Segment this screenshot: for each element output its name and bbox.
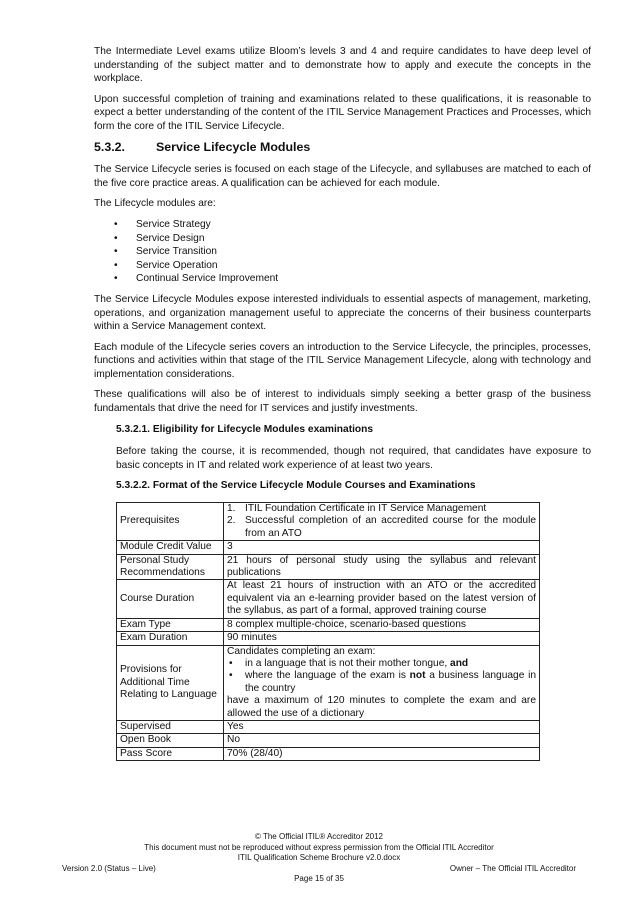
table-row (117, 580, 540, 618)
footer-version: Version 2.0 (Status – Live) (62, 863, 156, 873)
duration-label: Course Duration (117, 580, 224, 618)
list-item: • Service Strategy (114, 218, 591, 232)
table-row (117, 618, 540, 631)
section-paragraph-1: The Service Lifecycle series is focused on each stage of the Lifecycle, and syllabuses are matched to each of the five core practice areas. A qualification can be achieved for each module. (94, 164, 591, 189)
table-row (117, 645, 540, 720)
section-paragraph-3: The Service Lifecycle Modules expose interested individuals to essential aspects of management, marketing, operations, and organization management useful to appreciate the concerns of their business counterparts within a Service Management context. (94, 293, 591, 333)
table-row (117, 554, 540, 580)
footer-version-row (0, 864, 638, 875)
list-item: • Service Operation (114, 259, 591, 273)
section-number: 5.3.2. (94, 139, 126, 154)
exam-type-label: Exam Type (117, 618, 224, 631)
table-row (117, 734, 540, 747)
provisions-intro: Candidates completing an exam: (227, 645, 376, 657)
pass-score-label: Pass Score (117, 747, 224, 760)
table-row (117, 747, 540, 760)
page-body (94, 45, 591, 761)
table-row (117, 541, 540, 554)
format-table (116, 502, 540, 761)
study-value: 21 hours of personal study using the syllabus and relevant publications (224, 554, 540, 580)
pass-score-value: 70% (28/40) (224, 747, 540, 760)
credit-value: 3 (224, 541, 540, 554)
list-item: • Service Transition (114, 245, 591, 259)
exam-type-value: 8 complex multiple-choice, scenario-based questions (224, 618, 540, 631)
intro-paragraph-1: The Intermediate Level exams utilize Bloom’s levels 3 and 4 and require candidates to have deep level of understanding of the subject matter and to demonstrate how to apply and execute the concepts in the workplace. (94, 46, 591, 85)
module-list (94, 218, 591, 286)
section-paragraph-2: The Lifecycle modules are: (94, 198, 216, 210)
list-item: 1. ITIL Foundation Certificate in IT Service Management (227, 503, 487, 515)
supervised-label: Supervised (117, 720, 224, 733)
eligibility-paragraph: Before taking the course, it is recommended, though not required, that candidates have exposure to basic concepts in IT and related work experience of at least two years. (116, 446, 591, 471)
section-paragraph-5: These qualifications will also be of interest to individuals simply seeking a better grasp of the business fundamentals that drive the need for IT services and justify investments. (94, 389, 591, 415)
list-item: • in a language that is not their mother tongue, and (227, 658, 536, 670)
footer-notice: This document must not be reproduced without express permission from the Official ITIL Accreditor (144, 842, 494, 852)
subsection-heading-format: 5.3.2.2. Format of the Service Lifecycle Module Courses and Examinations (116, 480, 476, 492)
list-item: • Continual Service Improvement (114, 272, 591, 286)
prerequisites-label: Prerequisites (117, 503, 224, 541)
footer-owner: Owner – The Official ITIL Accreditor (449, 863, 576, 873)
credit-label: Module Credit Value (117, 541, 224, 554)
section-title: Service Lifecycle Modules (156, 139, 311, 154)
footer-doc-name: ITIL Qualification Scheme Brochure v2.0.docx (237, 853, 401, 863)
intro-paragraph-2: Upon successful completion of training and examinations related to these qualifications, it is reasonable to expect a better understanding of the content of the ITIL Service Management Practices and Processes, which form the core of the ITIL Service Lifecycle. (94, 93, 591, 132)
footer-copyright: © The Official ITIL® Accreditor 2012 (255, 832, 383, 841)
openbook-label: Open Book (117, 734, 224, 747)
provisions-value (224, 645, 540, 720)
study-label: Personal Study Recommendations (117, 554, 224, 580)
exam-duration-label: Exam Duration (117, 632, 224, 645)
exam-duration-value: 90 minutes (224, 632, 540, 645)
supervised-value: Yes (224, 720, 540, 733)
list-item: 2. Successful completion of an accredited course for the module from an ATO (227, 515, 536, 539)
table-row (117, 503, 540, 541)
list-item: • where the language of the exam is not a business language in the country (227, 670, 536, 695)
duration-value: At least 21 hours of instruction with an ATO or the accredited equivalent via an e-learning provider based on the latest version of the syllabus, as part of a formal, approved training course (224, 580, 540, 618)
table-row (117, 720, 540, 733)
list-item: • Service Design (114, 232, 591, 246)
subsection-heading-eligibility: 5.3.2.1. Eligibility for Lifecycle Modules examinations (116, 423, 374, 435)
page-footer (0, 832, 638, 885)
footer-page-number: Page 15 of 35 (294, 874, 344, 884)
provisions-label: Provisions for Additional Time Relating to Language (117, 645, 224, 720)
table-row (117, 632, 540, 645)
section-paragraph-4: Each module of the Lifecycle series covers an introduction to the Service Lifecycle, the principles, processes, functions and activities within that stage of the ITIL Service Management Lifecycle, along with technology and implementation considerations. (94, 341, 591, 380)
provisions-outro: have a maximum of 120 minutes to complete the exam and are allowed the use of a dictionary (227, 695, 536, 719)
prerequisites-value (224, 503, 540, 541)
openbook-value: No (224, 734, 540, 747)
section-heading (94, 141, 591, 155)
